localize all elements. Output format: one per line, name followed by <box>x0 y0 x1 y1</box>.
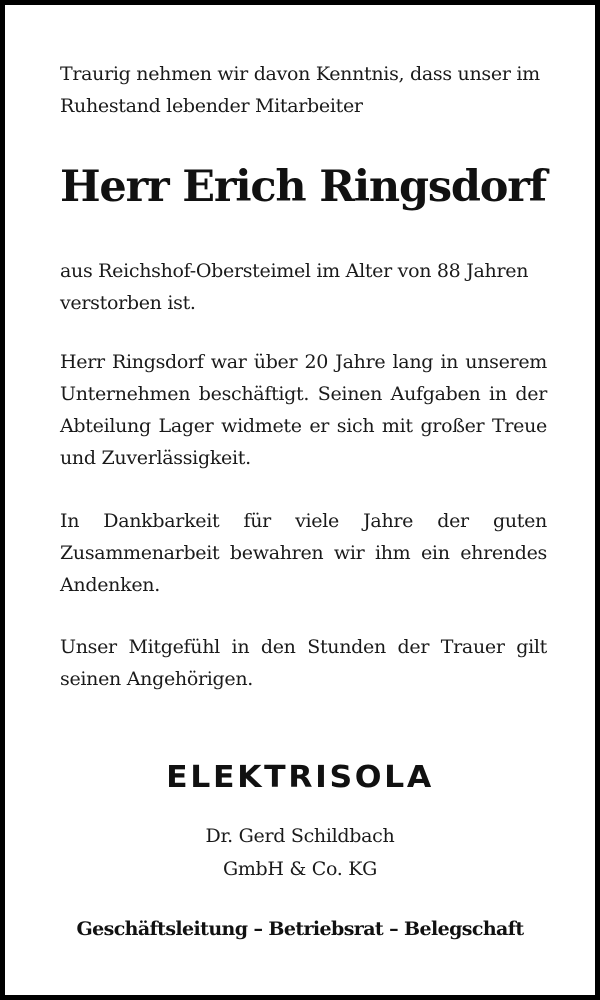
company-name-line-2: GmbH & Co. KG <box>222 858 378 880</box>
company-name-line-1: Dr. Gerd Schildbach <box>205 825 395 847</box>
company-logo: ELEKTRISOLA <box>166 760 434 795</box>
sympathy-text: Unser Mitgefühl in den Stunden der Trauer gilt seinen Angehörigen. <box>60 636 547 690</box>
service-text: Herr Ringsdorf war über 20 Jahre lang in unserem Unternehmen beschäftigt. Seinen Aufgaben in der Abteilung Lager widmete er sich mit großer Treue und Zuverlässigkeit. <box>60 351 547 469</box>
thanks-text: In Dankbarkeit für viele Jahre der guten Zusammenarbeit bewahren wir ihm ein ehrendes Andenken. <box>60 510 547 596</box>
intro-text: Traurig nehmen wir davon Kenntnis, dass unser im Ruhestand lebender Mitarbeiter <box>60 63 540 117</box>
signatories: Geschäftsleitung – Betriebsrat – Belegschaft <box>76 918 524 940</box>
origin-text: aus Reichshof-Obersteimel im Alter von 88 Jahren verstorben ist. <box>60 260 529 314</box>
deceased-name: Herr Erich Ringsdorf <box>60 162 546 212</box>
